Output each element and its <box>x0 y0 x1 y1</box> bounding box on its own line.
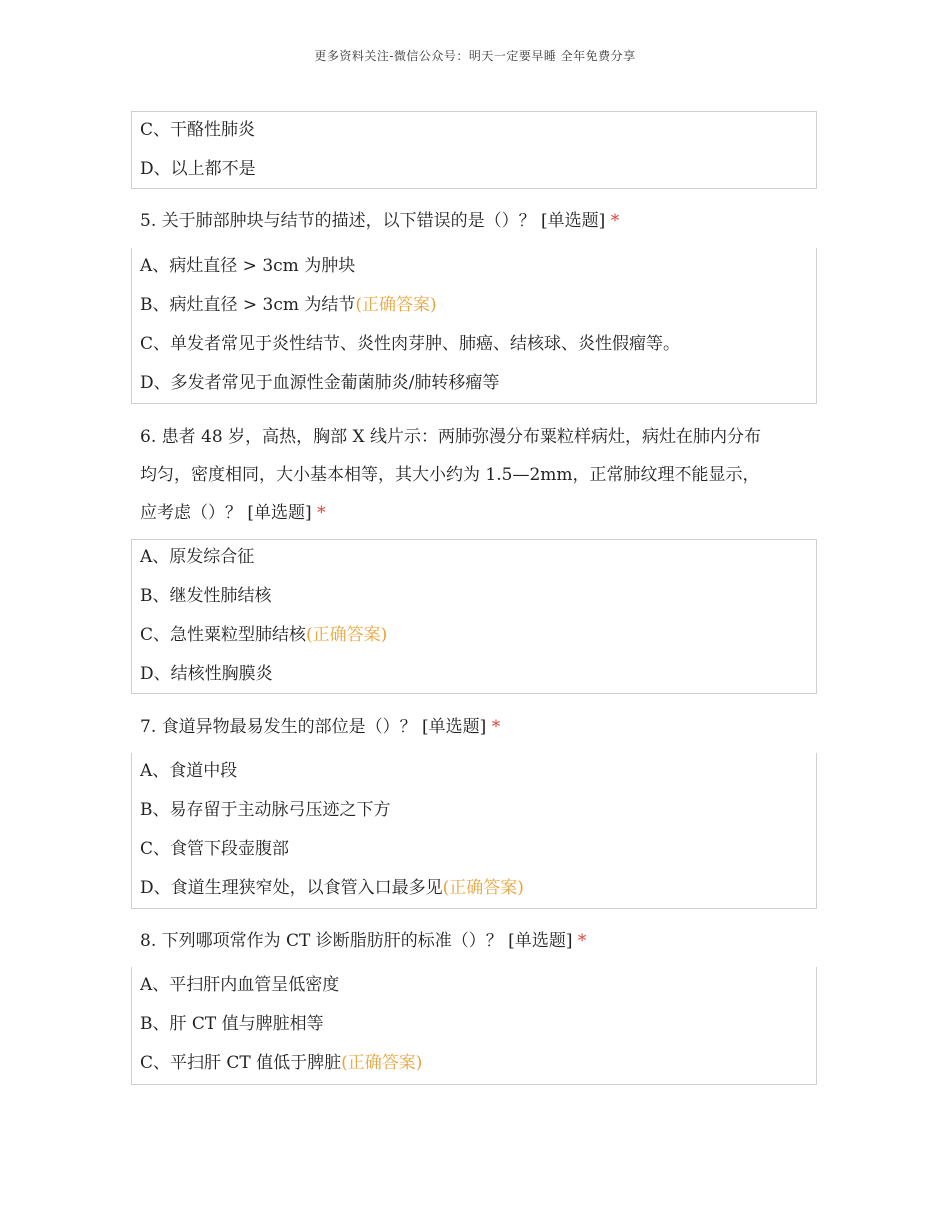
option-c-text: C、平扫肝 CT 值低于脾脏 <box>140 1053 342 1073</box>
option-b[interactable]: B、继发性肺结核 <box>140 586 272 606</box>
option-c[interactable] <box>140 624 387 646</box>
correct-answer-marker: (正确答案) <box>306 625 388 645</box>
question-5-title <box>140 210 820 232</box>
correct-answer-marker: (正确答案) <box>355 295 437 315</box>
question-7-text: 7. 食道异物最易发生的部位是（）？ [单选题] <box>140 717 487 737</box>
option-b-text: B、病灶直径 > 3cm 为结节 <box>140 295 356 315</box>
correct-answer-marker: (正确答案) <box>341 1053 423 1073</box>
option-b[interactable] <box>140 294 437 316</box>
option-d[interactable]: D、结核性胸膜炎 <box>140 664 273 684</box>
option-b[interactable]: B、肝 CT 值与脾脏相等 <box>140 1014 324 1034</box>
option-c[interactable] <box>140 1052 422 1074</box>
question-6-line-2: 均匀，密度相同，大小基本相等，其大小约为 1.5—2mm，正常肺纹理不能显示， <box>140 465 760 485</box>
option-d[interactable] <box>140 877 524 899</box>
option-d[interactable]: D、以上都不是 <box>140 159 256 179</box>
question-6-line-3 <box>140 502 820 524</box>
question-7-title <box>140 716 820 738</box>
option-c-text: C、急性粟粒型肺结核 <box>140 625 307 645</box>
option-a[interactable]: A、食道中段 <box>140 761 238 781</box>
option-a[interactable]: A、平扫肝内血管呈低密度 <box>140 975 340 995</box>
option-d[interactable]: D、多发者常见于血源性金葡菌肺炎/肺转移瘤等 <box>140 373 500 393</box>
question-6-text: 应考虑（）？ [单选题] <box>140 503 312 523</box>
correct-answer-marker: (正确答案) <box>442 878 524 898</box>
question-5-options <box>131 248 817 404</box>
option-d-text: D、食道生理狭窄处，以食管入口最多见 <box>140 878 443 898</box>
question-7-options <box>131 753 817 909</box>
option-c[interactable]: C、干酪性肺炎 <box>140 120 256 140</box>
required-marker: * <box>610 211 620 231</box>
required-marker: * <box>577 931 587 951</box>
question-8-text: 8. 下列哪项常作为 CT 诊断脂肪肝的标准（）？ [单选题] <box>140 931 573 951</box>
option-b[interactable]: B、易存留于主动脉弓压迹之下方 <box>140 800 391 820</box>
required-marker: * <box>491 717 501 737</box>
page-header-notice: 更多资料关注-微信公众号：明天一定要早睡 全年免费分享 <box>314 49 636 63</box>
question-8-title <box>140 930 820 952</box>
option-c[interactable]: C、食管下段壶腹部 <box>140 839 290 859</box>
question-6-options <box>131 539 817 694</box>
option-a[interactable]: A、病灶直径 > 3cm 为肿块 <box>140 256 356 276</box>
required-marker: * <box>317 503 326 523</box>
question-6-line-1: 6. 患者 48 岁，高热，胸部 X 线片示：两肺弥漫分布粟粒样病灶，病灶在肺内分布 <box>140 427 761 447</box>
question-4-options <box>131 111 817 189</box>
question-5-text: 5. 关于肺部肿块与结节的描述，以下错误的是（）？ [单选题] <box>140 211 606 231</box>
option-c[interactable]: C、单发者常见于炎性结节、炎性肉芽肿、肺癌、结核球、炎性假瘤等。 <box>140 334 681 354</box>
question-8-options <box>131 967 817 1085</box>
option-a[interactable]: A、原发综合征 <box>140 547 255 567</box>
